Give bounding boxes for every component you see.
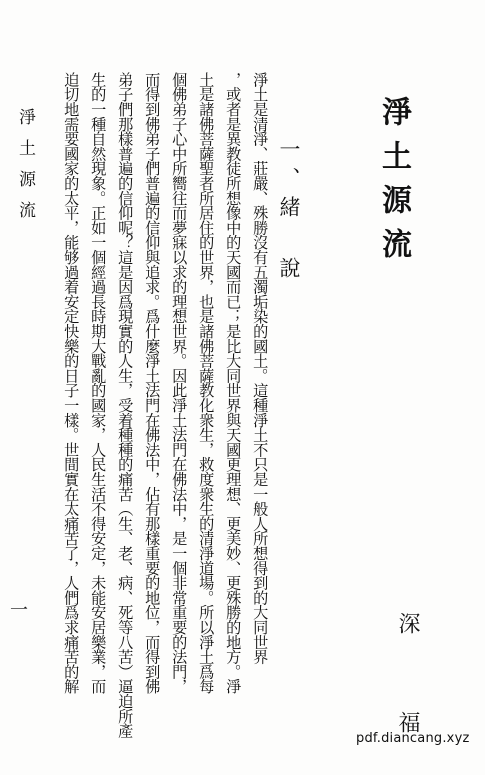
- section-heading: 一、緒 說: [277, 138, 301, 286]
- body-column-3: 土是諸佛菩薩聖者所居住的世界，也是諸佛菩薩教化衆生，救度衆生的清淨道場。所以淨土爲每: [197, 72, 216, 694]
- author-name: 深 福: [395, 612, 420, 759]
- body-column-6: 弟子們那樣普遍的信仰呢？這是因爲現實的人生，受着種種的痛苦（生、老、病、死等八苦）逼迫所產: [116, 72, 135, 739]
- body-column-7: 生的一種自然現象。正如一個經過長時期大戰亂的國家，人民生活不得安定，未能安居樂業，而: [89, 72, 108, 694]
- running-head: 淨土源流: [15, 108, 35, 232]
- watermark-url: pdf.diancang.xyz: [356, 731, 470, 746]
- body-column-5: 而得到佛弟子們普遍的信仰與追求。爲什麼淨土法門在佛法中，佔有那樣重要的地位，而得到佛: [143, 72, 162, 694]
- page-number: 一: [10, 600, 28, 621]
- document-title: 淨土源流: [376, 96, 411, 272]
- body-column-1: 淨土是清淨、莊嚴、殊勝沒有五濁垢染的國土。這種淨土不只是一般人所想得到的大同世界: [251, 72, 270, 665]
- body-column-2: ，或者是異教徒所想像中的天國而已；是比大同世界與天國更理想、更美妙、更殊勝的地方。淨: [224, 72, 243, 694]
- body-column-8: 迫切地需要國家的太平，能够過着安定快樂的日子一樣。世間實在太痛苦了，人們爲求痛苦的解: [62, 72, 81, 694]
- body-column-4: 個佛弟子心中所嚮往而夢寐以求的理想世界。因此淨土法門在佛法中，是一個非常重要的法門，: [170, 72, 189, 694]
